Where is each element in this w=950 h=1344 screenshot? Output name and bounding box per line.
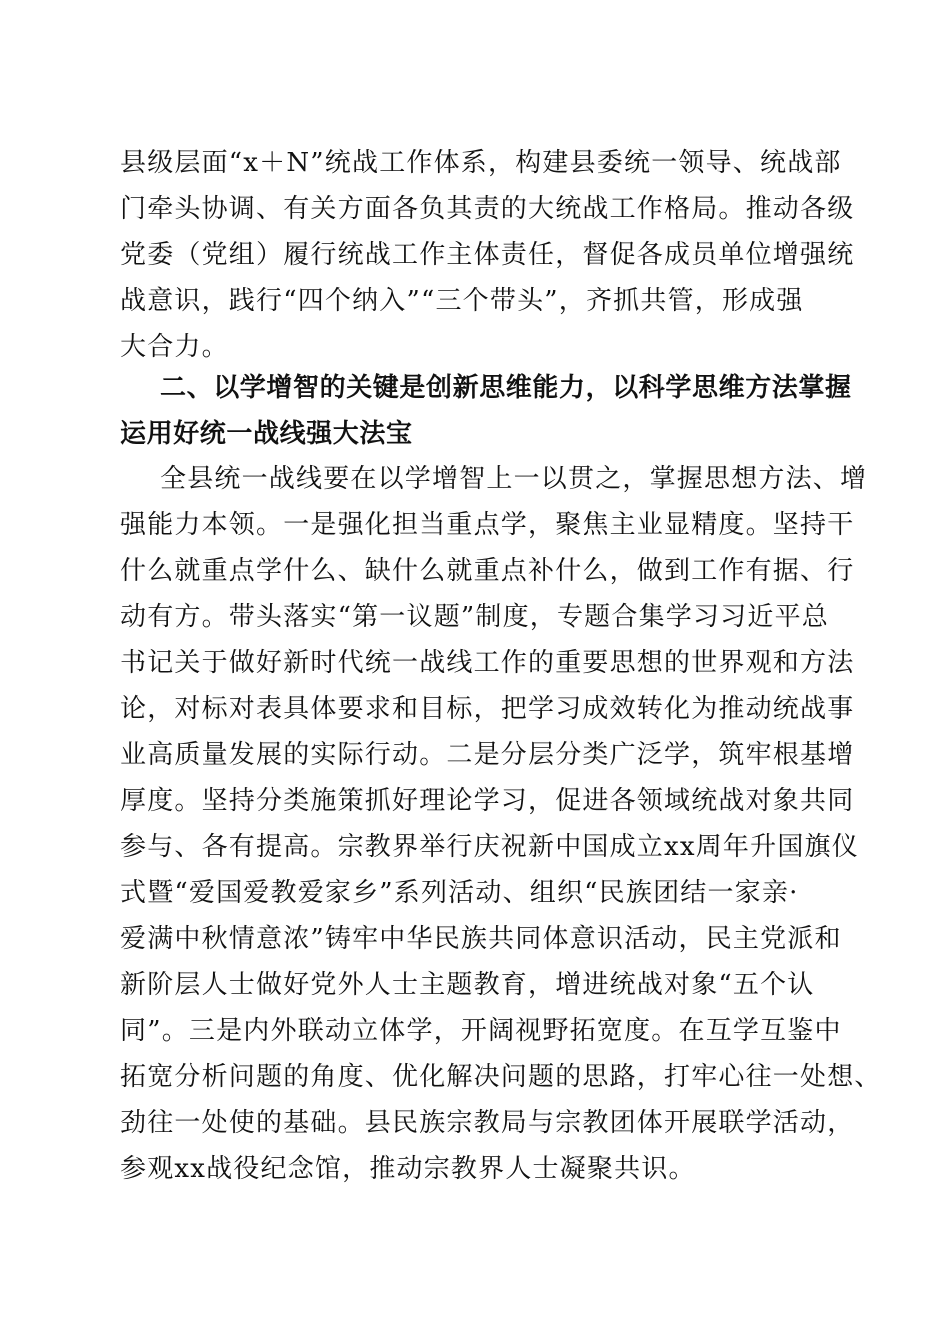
paragraph2-line: 参与、各有提高。宗教界举行庆祝新中国成立xx周年升国旗仪 [120,832,859,862]
paragraph1-line: 县级层面“x＋N”统战工作体系，构建县委统一领导、统战部 [120,148,842,178]
paragraph2-line: 书记关于做好新时代统一战线工作的重要思想的世界观和方法 [120,648,855,678]
paragraph1-line: 门牵头协调、有关方面各负其责的大统战工作格局。推动各级 [120,194,855,224]
paragraph2-line: 论，对标对表具体要求和目标，把学习成效转化为推动统战事 [120,694,855,724]
section-heading-line: 运用好统一战线强大法宝 [120,419,413,449]
paragraph2-line: 什么就重点学什么、缺什么就重点补什么，做到工作有据、行 [120,556,855,586]
paragraph1-line: 党委（党组）履行统战工作主体责任，督促各成员单位增强统 [120,240,855,270]
paragraph2-line: 业高质量发展的实际行动。二是分层分类广泛学，筑牢根基增 [120,740,855,770]
section-heading-line: 二、以学增智的关键是创新思维能力，以科学思维方法掌握 [160,373,852,403]
paragraph2-line: 厚度。坚持分类施策抓好理论学习，促进各领域统战对象共同 [120,786,855,816]
paragraph2-line: 动有方。带头落实“第一议题”制度，专题合集学习习近平总 [120,602,829,632]
paragraph2-line: 全县统一战线要在以学增智上一以贯之，掌握思想方法、增 [160,464,868,494]
paragraph2-line: 拓宽分析问题的角度、优化解决问题的思路，打牢心往一处想、 [120,1062,882,1092]
paragraph2-line: 新阶层人士做好党外人士主题教育，增进统战对象“五个认 [120,970,815,1000]
paragraph2-line: 强能力本领。一是强化担当重点学，聚焦主业显精度。坚持干 [120,510,855,540]
paragraph1-line: 大合力。 [120,332,229,362]
paragraph2-line: 式暨“爱国爱教爱家乡”系列活动、组织“民族团结一家亲· [120,878,799,908]
paragraph2-line: 劲往一处使的基础。县民族宗教局与宗教团体开展联学活动， [120,1108,855,1138]
paragraph2-line: 爱满中秋情意浓”铸牢中华民族共同体意识活动，民主党派和 [120,924,842,954]
paragraph2-line: 参观xx战役纪念馆，推动宗教界人士凝聚共识。 [120,1154,696,1184]
paragraph2-line: 同”。三是内外联动立体学，开阔视野拓宽度。在互学互鉴中 [120,1016,842,1046]
paragraph1-line: 战意识，践行“四个纳入”“三个带头”，齐抓共管，形成强 [120,286,804,316]
